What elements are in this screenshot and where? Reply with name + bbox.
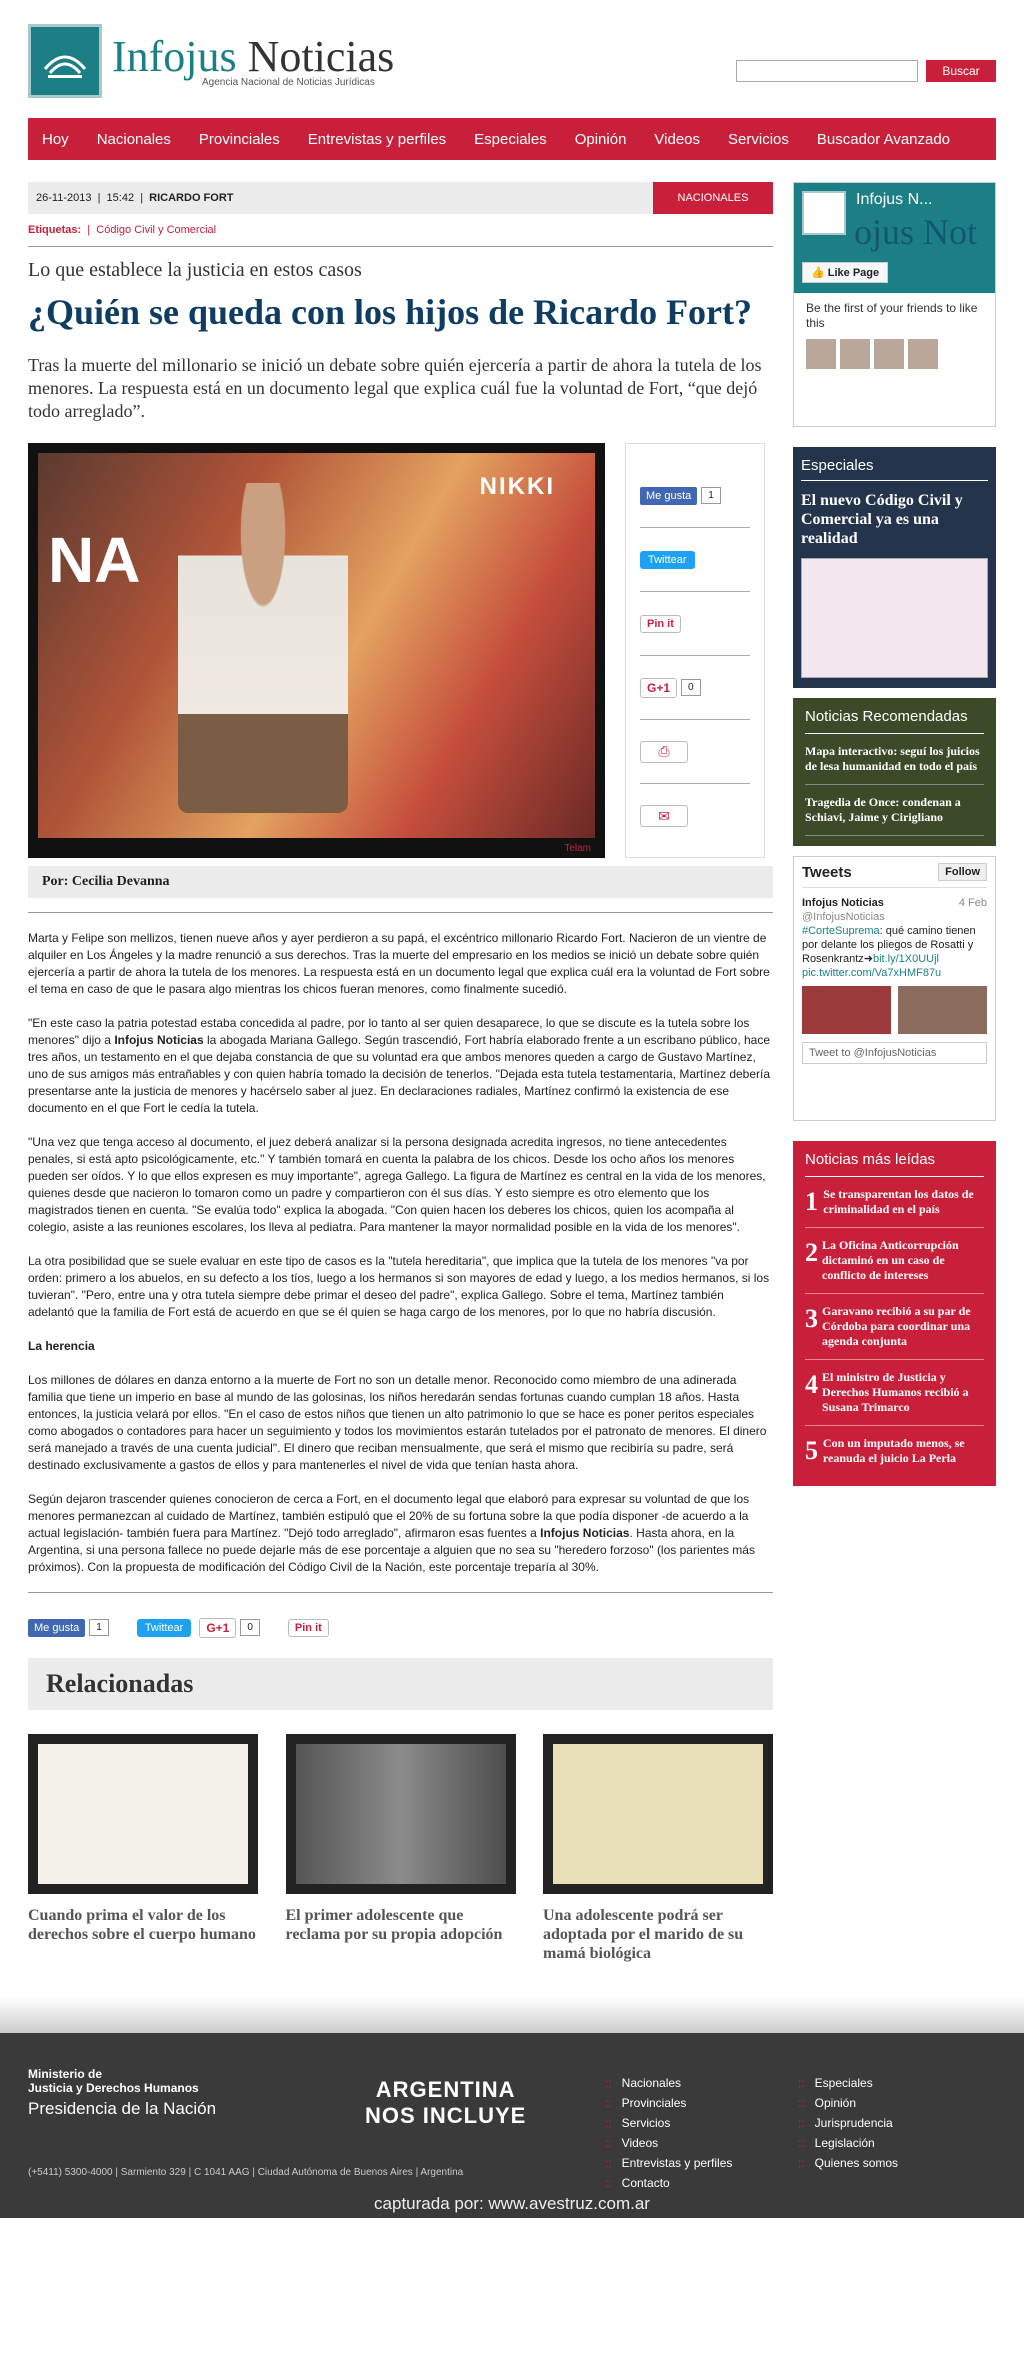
avatar[interactable]: [908, 339, 938, 369]
sidebar: [793, 182, 996, 1963]
related-image[interactable]: [543, 1734, 773, 1894]
related-image[interactable]: [286, 1734, 516, 1894]
print-icon[interactable]: ⎙: [640, 741, 688, 763]
article-lead: Tras la muerte del millonario se inició un debate sobre quién ejercería a partir de ahora la tutela de los menores. La respuesta está en un documento legal que explica cuál fue la voluntad de Fort, “que dejó todo arreglado”.: [28, 355, 762, 421]
nav-buscador-avanzado[interactable]: Buscador Avanzado: [816, 130, 951, 148]
paragraph: Los millones de dólares en danza entorno a la muerte de Fort no son un detalle menor. Reconocido como miembro de una adinerada familia que tiene un imperio en base al mundo de las golosinas, los niños heredarán sendas fortunas cuando cumplan 18 años. Hasta entonces, la justicia velará por ellos. "En el caso de estos niños que tienen un alto patrimonio lo que se hace es poner peritos especiales como abogados o contadores para hacer un seguimiento y todos los movimientos estarán tutelados por el patronato de menores. El dinero será manejado a través de una cuenta judicial". El dinero que reciban mensualmente, que será el mismo que recibiría su padre, será destinado exclusivamente a gastos de ellos y para mantenerles el nivel de vida que tenían hasta ahora.: [28, 1373, 767, 1472]
nav-videos[interactable]: Videos: [654, 130, 701, 148]
paragraph: Marta y Felipe son mellizos, tienen nueve años y ayer perdieron a su papá, el excéntrico millonario Ricardo Fort. Nacieron de un vientre de alquiler en Los Ángeles y la madre renunció a sus derechos. Tras la muerte del empresario en los medios se inició un debate sobre quién ejercería a partir de ahora la tutela de los menores. La respuesta está en un documento legal que explica cuál era la voluntad de Fort sobre el tema en caso de que le pasara algo mientras los chicos fueran menores, como finalmente sucedió.: [28, 931, 770, 996]
tweet-date: 4 Feb: [958, 897, 987, 909]
google-plus-count: 0: [240, 1619, 260, 1636]
nav-hoy[interactable]: Hoy: [42, 130, 69, 148]
argentina-logo[interactable]: ARGENTINA NOS INCLUYE: [365, 2077, 527, 2128]
article-body: [28, 930, 773, 1576]
paragraph: "Una vez que tenga acceso al documento, el juez deberá analizar si la persona designada acredita ingresos, no tiene antecedentes penales, si está apto psicológicamente, etc." Y también tomará en cuenta la palabra de los chicos. Desde los ocho años los menores pueden ser oídos. Y lo que ellos expresen es muy importante", agrega Gallego. La figura de Martínez es central en la vida de los menores, quienes desde que nacieron lo tomaron como un padre y compartieron con él sus días. Y esto siempre es otro elemento que los magistrados tienen en cuenta. "Se evalúa todo" explica la abogada. "Con quien hacen los deberes los chicos, quien los acompaña al colegio, asiste a las reuniones escolares, los lleva al pediatra. Para mantener la mayor normalidad posible en la vida de los menores".: [28, 1135, 766, 1234]
recommended-item[interactable]: Mapa interactivo: seguí los juicios de lesa humanidad en todo el país: [805, 734, 984, 785]
article-title: ¿Quién se queda con los hijos de Ricardo Fort?: [28, 292, 753, 332]
tweet: [802, 896, 987, 1034]
especiales-heading: Especiales: [801, 457, 988, 481]
share-column: [625, 443, 765, 858]
most-read-heading: Noticias más leídas: [805, 1151, 984, 1177]
especiales-title[interactable]: El nuevo Código Civil y Comercial ya es una realidad: [801, 492, 963, 547]
footer-links-2: [798, 2073, 898, 2173]
main-nav: [28, 118, 996, 160]
footer-link[interactable]: :: Opinión: [798, 2096, 856, 2110]
related-card[interactable]: [286, 1734, 516, 1963]
page: [28, 0, 996, 1963]
paragraph: "En este caso la patria potestad estaba concedida al padre, por lo tanto al ser quien desaparece, lo que se discute es la tutela sobre los menores" dijo a Infojus Noticias la abogada Mariana Gallego. Según trascendió, Fort habría elaborado frente a un escribano público, hace tres años, un testamento en el que dejaba constancia de que su voluntad era que ambos menores queden a cargo de Gustavo Martínez, uno de sus amigos más entrañables y con quien habría tomado la decisión de tenerlos. "Dejada esta tutela testamentaria, Martínez debería presentarse ante la justicia de menores y hacérselo saber al juez. En declaraciones radiales, Martínez confirmó la existencia de ese documento en el que Fort le cedía la tutela.: [28, 1016, 771, 1115]
tweets-heading: Tweets: [802, 863, 852, 881]
footer-link[interactable]: :: Quienes somos: [798, 2156, 898, 2170]
section-badge[interactable]: NACIONALES: [653, 182, 773, 214]
tweet-hashtag[interactable]: #CorteSuprema: [802, 925, 880, 937]
related-title[interactable]: El primer adolescente que reclama por su propia adopción: [285, 1907, 503, 1943]
presidencia-logo[interactable]: Presidencia de la Nación: [28, 2099, 217, 2118]
footer-link[interactable]: :: Videos: [605, 2136, 658, 2150]
footer-links-1: [605, 2073, 732, 2193]
most-read-item[interactable]: 3 Garavano recibió a su par de Córdoba para coordinar una agenda conjunta: [805, 1294, 984, 1360]
footer-link[interactable]: :: Contacto: [605, 2176, 670, 2190]
facebook-faces: [794, 339, 995, 369]
related-title[interactable]: Una adolescente podrá ser adoptada por el marido de su mamá biológica: [543, 1907, 744, 1962]
search-form: [736, 60, 996, 82]
footer-shadow: [0, 1997, 1024, 2033]
tweet-text: : qué camino tienen por delante los pliegos de Rosatti y Rosenkrantz➜: [802, 925, 976, 965]
google-plus-button[interactable]: G+1: [199, 1618, 236, 1638]
logo-word-infojus: Infojus: [112, 31, 237, 81]
subheading: La herencia: [28, 1339, 95, 1353]
pinit-button[interactable]: Pin it: [288, 1619, 329, 1637]
nav-nacionales[interactable]: Nacionales: [96, 130, 171, 148]
footer-link[interactable]: :: Jurisprudencia: [798, 2116, 893, 2130]
article-topic[interactable]: RICARDO FORT: [149, 192, 234, 204]
photo-credit: Telam: [564, 843, 591, 854]
twitter-widget: [793, 856, 996, 1121]
related-list: [28, 1734, 773, 1963]
photo-subject: [178, 483, 348, 813]
facebook-like-count: 1: [701, 487, 721, 504]
related-card[interactable]: [28, 1734, 258, 1963]
most-read-item[interactable]: 5 Con un imputado menos, se reanuda el juicio La Perla: [805, 1436, 965, 1465]
footer-address: (+5411) 5300-4000 | Sarmiento 329 | C 1041 AAG | Ciudad Autónoma de Buenos Aires | Argentina: [28, 2167, 464, 2178]
recommended-item[interactable]: Tragedia de Once: condenan a Schiavi, Jaime y Cirigliano: [805, 785, 984, 836]
related-title[interactable]: Cuando prima el valor de los derechos sobre el cuerpo humano: [28, 1907, 256, 1943]
article: [28, 182, 773, 1963]
logo-icon: [28, 24, 102, 98]
tweet-to-input[interactable]: Tweet to @InfojusNoticias: [802, 1042, 987, 1064]
nav-opinion[interactable]: Opinión: [574, 130, 627, 148]
paragraph: Según dejaron trascender quienes conocieron de cerca a Fort, en el documento legal que elaboró para expresar su voluntad de que los menores permanezcan al cuidado de Martínez, también estipuló que el 20% de su fortuna sobre la que podía disponer -de acuerdo a la actual legislación- también fuera para Martínez. "Dejó todo arreglado", afirmaron esas fuentes a Infojus Noticias. Hasta ahora, en la Argentina, si una persona fallece no puede dejarle más de ese porcentaje a alguien que no sea su "heredero forzoso" (los parientes más próximos). Con la propuesta de modificación del Código Civil de la Nación, este porcentaje treparía al 30%.: [28, 1492, 755, 1574]
nav-provinciales[interactable]: Provinciales: [198, 130, 280, 148]
article-date: 26-11-2013: [36, 192, 92, 204]
facebook-like-count: 1: [89, 1619, 109, 1636]
google-plus-count: 0: [681, 679, 701, 696]
tags-label: Etiquetas:: [28, 224, 82, 236]
related-image[interactable]: [28, 1734, 258, 1894]
site-logo[interactable]: [28, 24, 394, 98]
ministry-logo[interactable]: Ministerio de Justicia y Derechos Humanos: [28, 2067, 199, 2095]
tweet-button[interactable]: Twittear: [640, 551, 695, 569]
photo-banner-text: NA: [48, 524, 141, 596]
most-read-box: [793, 1141, 996, 1486]
footer-link[interactable]: :: Especiales: [798, 2076, 873, 2090]
google-plus-button[interactable]: G+1: [640, 678, 677, 698]
photo-sign-text: NIKKI: [479, 473, 555, 500]
logo-subtitle: Agencia Nacional de Noticias Jurídicas: [202, 76, 375, 88]
footer-link[interactable]: :: Legislación: [798, 2136, 875, 2150]
footer-link[interactable]: :: Servicios: [605, 2116, 670, 2130]
tweet-handle[interactable]: @InfojusNoticias: [802, 911, 885, 923]
especiales-box: [793, 447, 996, 688]
footer-link[interactable]: :: Entrevistas y perfiles: [605, 2156, 732, 2170]
article-photo[interactable]: [28, 443, 605, 858]
mail-icon[interactable]: ✉: [640, 805, 688, 827]
avatar[interactable]: [874, 339, 904, 369]
especiales-image[interactable]: [801, 558, 988, 678]
byline: Por: Cecilia Devanna: [28, 866, 773, 898]
logo-word-noticias: Noticias: [247, 31, 395, 81]
pinit-button[interactable]: Pin it: [640, 615, 681, 633]
paragraph: La otra posibilidad que se suele evaluar en este tipo de casos es la "tutela hereditaria", que implica que la tutela de los menores "va por orden: primero a los abuelos, en su defecto a los tíos, luego a los hermanos si son mayores de edad y luego, a los medios hermanos, si los tuvieran". "Pero, entre una y otra tutela siempre debe primar el deseo del padre", explica Gallego. Sobre el tema, Martínez también adelantó que la familia de Fort está de acuerdo en que se él quien se haga cargo de los menores, por lo que no habría discusión.: [28, 1254, 770, 1319]
share-bottom: [28, 1592, 773, 1642]
tweet-image[interactable]: [802, 986, 987, 1034]
most-read-item[interactable]: 4 El ministro de Justicia y Derechos Humanos recibió a Susana Trimarco: [805, 1360, 984, 1426]
tweet-button[interactable]: Twittear: [137, 1619, 192, 1637]
footer-link[interactable]: :: Nacionales: [605, 2076, 681, 2090]
footer-link[interactable]: :: Provinciales: [605, 2096, 686, 2110]
tweet-author[interactable]: Infojus Noticias: [802, 897, 884, 909]
facebook-like-button[interactable]: Me gusta: [28, 1619, 85, 1637]
recommended-heading: Noticias Recomendadas: [805, 708, 984, 734]
header: [28, 0, 996, 118]
twitter-follow-button[interactable]: Follow: [938, 863, 987, 881]
nav-especiales[interactable]: Especiales: [474, 130, 547, 148]
article-time: 15:42: [106, 192, 135, 204]
facebook-like-button[interactable]: Me gusta: [640, 487, 697, 505]
avatar[interactable]: [806, 339, 836, 369]
facebook-page-avatar[interactable]: [802, 191, 846, 235]
most-read-item[interactable]: 1 Se transparentan los datos de criminalidad en el país: [805, 1177, 984, 1228]
recommended-box: [793, 698, 996, 846]
related-card[interactable]: [543, 1734, 773, 1963]
tweet-link[interactable]: bit.ly/1X0UUjl pic.twitter.com/Va7xHMF87u: [802, 953, 942, 979]
article-kicker: Lo que establece la justicia en estos casos: [28, 259, 362, 281]
facebook-page-name[interactable]: Infojus N...: [856, 191, 933, 208]
search-input[interactable]: [736, 60, 918, 82]
facebook-widget: [793, 182, 996, 427]
related-heading: Relacionadas: [28, 1658, 773, 1710]
capture-watermark: capturada por: www.avestruz.com.ar: [374, 2194, 650, 2213]
article-meta: 26-11-2013 | 15:42 | RICARDO FORT NACIONALES: [28, 182, 773, 214]
facebook-like-page-button[interactable]: 👍 Like Page: [802, 262, 888, 283]
tags-row: Etiquetas: | Código Civil y Comercial: [28, 224, 773, 247]
avatar[interactable]: [840, 339, 870, 369]
facebook-cover-text: ojus Not: [854, 212, 978, 252]
nav-servicios[interactable]: Servicios: [728, 130, 789, 148]
most-read-item[interactable]: 2 La Oficina Anticorrupción dictaminó en un caso de conflicto de intereses: [805, 1228, 984, 1294]
nav-entrevistas[interactable]: Entrevistas y perfiles: [307, 130, 447, 148]
facebook-friends-text: Be the first of your friends to like this: [806, 301, 978, 330]
tag-link[interactable]: Código Civil y Comercial: [96, 224, 217, 236]
footer: [0, 2033, 1024, 2218]
search-button[interactable]: Buscar: [926, 60, 996, 82]
